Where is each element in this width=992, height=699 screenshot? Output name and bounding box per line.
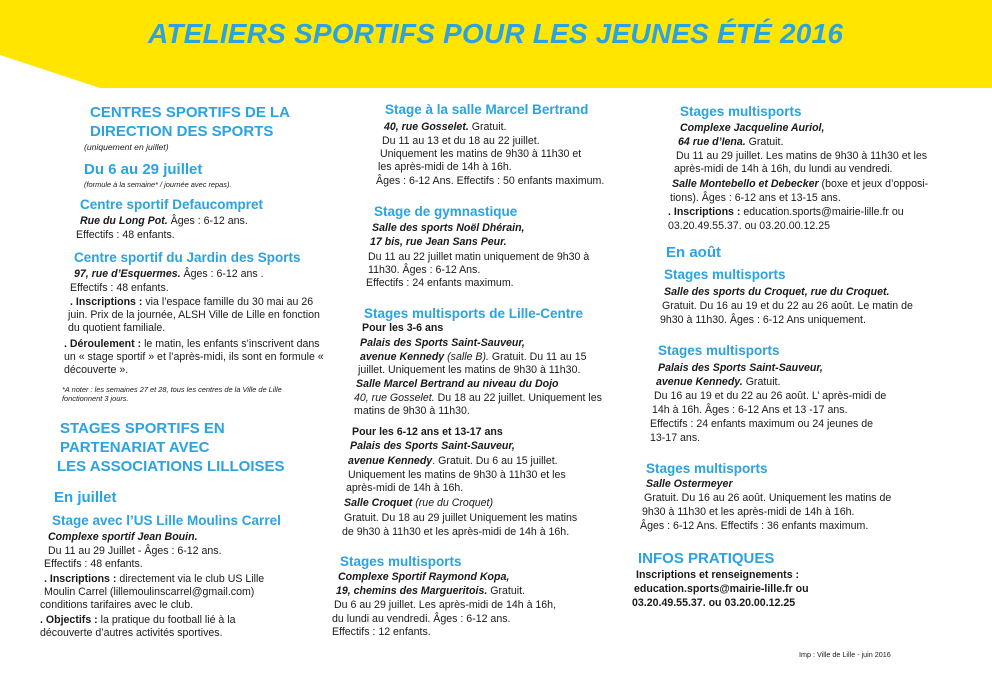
gymnastique-salle: Salle des sports Noël Dhérain, bbox=[372, 222, 525, 234]
gymnastique-dates: Du 11 au 22 juillet matin uniquement de 9h30 à bbox=[368, 251, 590, 263]
kopa-complexe: Complexe Sportif Raymond Kopa, bbox=[338, 571, 510, 583]
marcel-bertrand-horaires: Uniquement les matins de 9h30 à 11h30 et bbox=[380, 148, 582, 160]
kopa-effectifs: Effectifs : 12 enfants. bbox=[332, 626, 431, 638]
centre-jardin-address: 97, rue d’Esquermes. Âges : 6-12 ans . bbox=[74, 268, 264, 280]
ostermeyer-salle: Salle Ostermeyer bbox=[646, 478, 733, 490]
imprint: Imp : Ville de Lille - juin 2016 bbox=[799, 650, 891, 659]
centre-defaucompret-title: Centre sportif Defaucompret bbox=[80, 197, 264, 212]
saint-sauveur-address: avenue Kennedy. Gratuit. bbox=[656, 376, 781, 388]
ostermeyer-title: Stages multisports bbox=[646, 461, 768, 476]
centre-defaucompret-effectifs: Effectifs : 48 enfants. bbox=[76, 229, 175, 241]
gymnastique-effectifs: Effectifs : 24 enfants maximum. bbox=[366, 277, 514, 289]
saint-sauveur-palais: Palais des Sports Saint-Sauveur, bbox=[658, 362, 823, 374]
lille-centre-matins-2: Uniquement les matins de 9h30 à 11h30 et les bbox=[348, 469, 566, 481]
auriol-phones: 03.20.49.55.37. ou 03.20.00.12.25 bbox=[668, 220, 830, 232]
lille-centre-kennedy: avenue Kennedy (salle B). Gratuit. Du 11 au 15 bbox=[360, 351, 587, 363]
saint-sauveur-ages: 14h à 16h. Âges : 6-12 Ans et 13 -17 ans. bbox=[652, 404, 848, 416]
ostermeyer-ages: Âges : 6-12 Ans. Effectifs : 36 enfants maximum. bbox=[640, 520, 869, 532]
croquet-horaires: 9h30 à 11h30. Âges : 6-12 Ans uniquement. bbox=[660, 314, 866, 326]
auriol-ages: tions). Âges : 6-12 ans et 13-15 ans. bbox=[670, 192, 841, 204]
centre-jardin-stage: un « stage sportif » et l’après-midi, ils sont en formule « bbox=[64, 351, 324, 363]
marcel-bertrand-address: 40, rue Gosselet. Gratuit. bbox=[384, 121, 507, 133]
note-semaines-2: fonctionnent 3 jours. bbox=[62, 394, 129, 403]
centres-formule: (formule à la semaine* / journée avec repas). bbox=[84, 180, 232, 189]
section-title-partenariat: STAGES SPORTIFS EN bbox=[60, 420, 225, 437]
centre-jardin-deroulement: . Déroulement : le matin, les enfants s’inscrivent dans bbox=[64, 338, 320, 350]
auriol-address: 64 rue d’Iena. Gratuit. bbox=[678, 136, 784, 148]
lille-centre-gosselet: 40, rue Gosselet. Du 18 au 22 juillet. Uniquement les bbox=[354, 392, 602, 404]
us-lille-dates: Du 11 au 29 Juillet - Âges : 6-12 ans. bbox=[48, 545, 222, 557]
page-title: ATELIERS SPORTIFS POUR LES JEUNES ÉTÉ 2016 bbox=[148, 18, 844, 49]
saint-sauveur-title: Stages multisports bbox=[658, 343, 780, 358]
gymnastique-ages: 11h30. Âges : 6-12 Ans. bbox=[368, 264, 481, 276]
us-lille-conditions: conditions tarifaires avec le club. bbox=[40, 599, 194, 611]
ostermeyer-horaires: 9h30 à 11h30 et les après-midi de 14h à 16h. bbox=[642, 506, 855, 518]
auriol-title: Stages multisports bbox=[680, 104, 802, 119]
marcel-bertrand-apres-midi: les après-midi de 14h à 16h. bbox=[378, 161, 512, 173]
kopa-address: 19, chemins des Margueritois. Gratuit. bbox=[336, 585, 525, 597]
marcel-bertrand-title: Stage à la salle Marcel Bertrand bbox=[385, 102, 589, 117]
croquet-salle: Salle des sports du Croquet, rue du Croquet. bbox=[664, 286, 890, 298]
us-lille-effectifs: Effectifs : 48 enfants. bbox=[44, 558, 143, 570]
section-title-centres-2: DIRECTION DES SPORTS bbox=[90, 123, 274, 140]
gymnastique-title: Stage de gymnastique bbox=[374, 204, 518, 219]
lille-centre-title: Stages multisports de Lille-Centre bbox=[364, 306, 584, 321]
gymnastique-address: 17 bis, rue Jean Sans Peur. bbox=[370, 236, 507, 248]
note-semaines: *A noter : les semaines 27 et 28, tous les centres de la Ville de Lille bbox=[62, 385, 282, 394]
lille-centre-kennedy-2: avenue Kennedy. Gratuit. Du 6 au 15 juillet. bbox=[348, 455, 558, 467]
section-title-partenariat-3: LES ASSOCIATIONS LILLOISES bbox=[57, 458, 285, 475]
saint-sauveur-jeunes: 13-17 ans. bbox=[650, 432, 701, 444]
kopa-title: Stages multisports bbox=[340, 554, 462, 569]
lille-centre-dojo: Salle Marcel Bertrand au niveau du Dojo bbox=[356, 378, 559, 390]
us-lille-email: Moulin Carrel (lillemoulinscarrel@gmail.com) bbox=[44, 586, 255, 598]
section-title-centres: CENTRES SPORTIFS DE LA bbox=[90, 104, 291, 121]
lille-centre-matins: matins de 9h30 à 11h30. bbox=[354, 405, 470, 417]
us-lille-address: Complexe sportif Jean Bouin. bbox=[48, 531, 198, 543]
centre-jardin-decouverte: découverte ». bbox=[64, 364, 129, 376]
infos-inscriptions: Inscriptions et renseignements : bbox=[636, 569, 800, 581]
kopa-jours: du lundi au vendredi. Âges : 6-12 ans. bbox=[332, 613, 511, 625]
infos-pratiques-title: INFOS PRATIQUES bbox=[638, 550, 775, 567]
auriol-inscriptions: . Inscriptions : education.sports@mairie-lille.fr ou bbox=[668, 206, 904, 218]
centre-jardin-prix: juin. Prix de la journée, ALSH Ville de Lille en fonction bbox=[68, 309, 320, 321]
auriol-complexe: Complexe Jacqueline Auriol, bbox=[680, 122, 825, 134]
infos-phones: 03.20.49.55.37. ou 03.20.00.12.25 bbox=[632, 597, 796, 609]
lille-centre-croquet-dates: Gratuit. Du 18 au 29 juillet Uniquement les matins bbox=[344, 512, 578, 524]
lille-centre-croquet: Salle Croquet (rue du Croquet) bbox=[344, 497, 493, 509]
us-lille-decouverte: découverte d’autres activités sportives. bbox=[40, 627, 223, 639]
centre-jardin-title: Centre sportif du Jardin des Sports bbox=[74, 250, 301, 265]
centre-defaucompret-address: Rue du Long Pot. Âges : 6-12 ans. bbox=[80, 215, 248, 227]
centres-note: (uniquement en juillet) bbox=[84, 142, 169, 152]
kopa-dates: Du 6 au 29 juillet. Les après-midi de 14h à 16h, bbox=[334, 599, 557, 611]
croquet-title: Stages multisports bbox=[664, 267, 786, 282]
lille-centre-palais: Palais des Sports Saint-Sauveur, bbox=[360, 337, 525, 349]
us-lille-objectifs: . Objectifs : la pratique du football lié à la bbox=[40, 614, 236, 626]
centre-jardin-inscriptions: . Inscriptions : via l’espace famille du 30 mai au 26 bbox=[70, 296, 314, 308]
croquet-dates: Gratuit. Du 16 au 19 et du 22 au 26 août. Le matin de bbox=[662, 300, 913, 312]
centre-jardin-quotient: du quotient familiale. bbox=[68, 322, 166, 334]
lille-centre-juillet: juillet. Uniquement les matins de 9h30 à 11h30. bbox=[358, 364, 581, 376]
lille-centre-apres-midi: après-midi de 14h à 16h. bbox=[346, 482, 464, 494]
marcel-bertrand-ages: Âges : 6-12 Ans. Effectifs : 50 enfants maximum. bbox=[376, 175, 605, 187]
lille-centre-palais-2: Palais des Sports Saint-Sauveur, bbox=[350, 440, 515, 452]
heading-en-juillet: En juillet bbox=[54, 489, 117, 506]
saint-sauveur-dates: Du 16 au 19 et du 22 au 26 août. L’ après-midi de bbox=[654, 390, 887, 402]
heading-en-aout: En août bbox=[666, 244, 721, 261]
centres-dates: Du 6 au 29 juillet bbox=[84, 161, 203, 178]
auriol-montebello: Salle Montebello et Debecker (boxe et jeux d’opposi- bbox=[672, 178, 929, 190]
infos-email: education.sports@mairie-lille.fr ou bbox=[634, 583, 809, 595]
lille-centre-6-17: Pour les 6-12 ans et 13-17 ans bbox=[352, 426, 503, 438]
marcel-bertrand-dates: Du 11 au 13 et du 18 au 22 juillet. bbox=[382, 135, 540, 147]
centre-jardin-effectifs: Effectifs : 48 enfants. bbox=[70, 282, 169, 294]
saint-sauveur-effectifs: Effectifs : 24 enfants maximum ou 24 jeunes de bbox=[650, 418, 873, 430]
lille-centre-croquet-horaires: de 9h30 à 11h30 et les après-midi de 14h à 16h. bbox=[342, 526, 570, 538]
auriol-jours: après-midi de 14h à 16h, du lundi au vendredi. bbox=[674, 163, 893, 175]
lille-centre-3-6: Pour les 3-6 ans bbox=[362, 322, 444, 334]
ostermeyer-dates: Gratuit. Du 16 au 26 août. Uniquement les matins de bbox=[644, 492, 892, 504]
us-lille-inscriptions: . Inscriptions : directement via le club US Lille bbox=[44, 573, 265, 585]
auriol-dates: Du 11 au 29 juillet. Les matins de 9h30 à 11h30 et les bbox=[676, 150, 928, 162]
section-title-partenariat-2: PARTENARIAT AVEC bbox=[60, 439, 210, 456]
us-lille-title: Stage avec l’US Lille Moulins Carrel bbox=[52, 513, 281, 528]
